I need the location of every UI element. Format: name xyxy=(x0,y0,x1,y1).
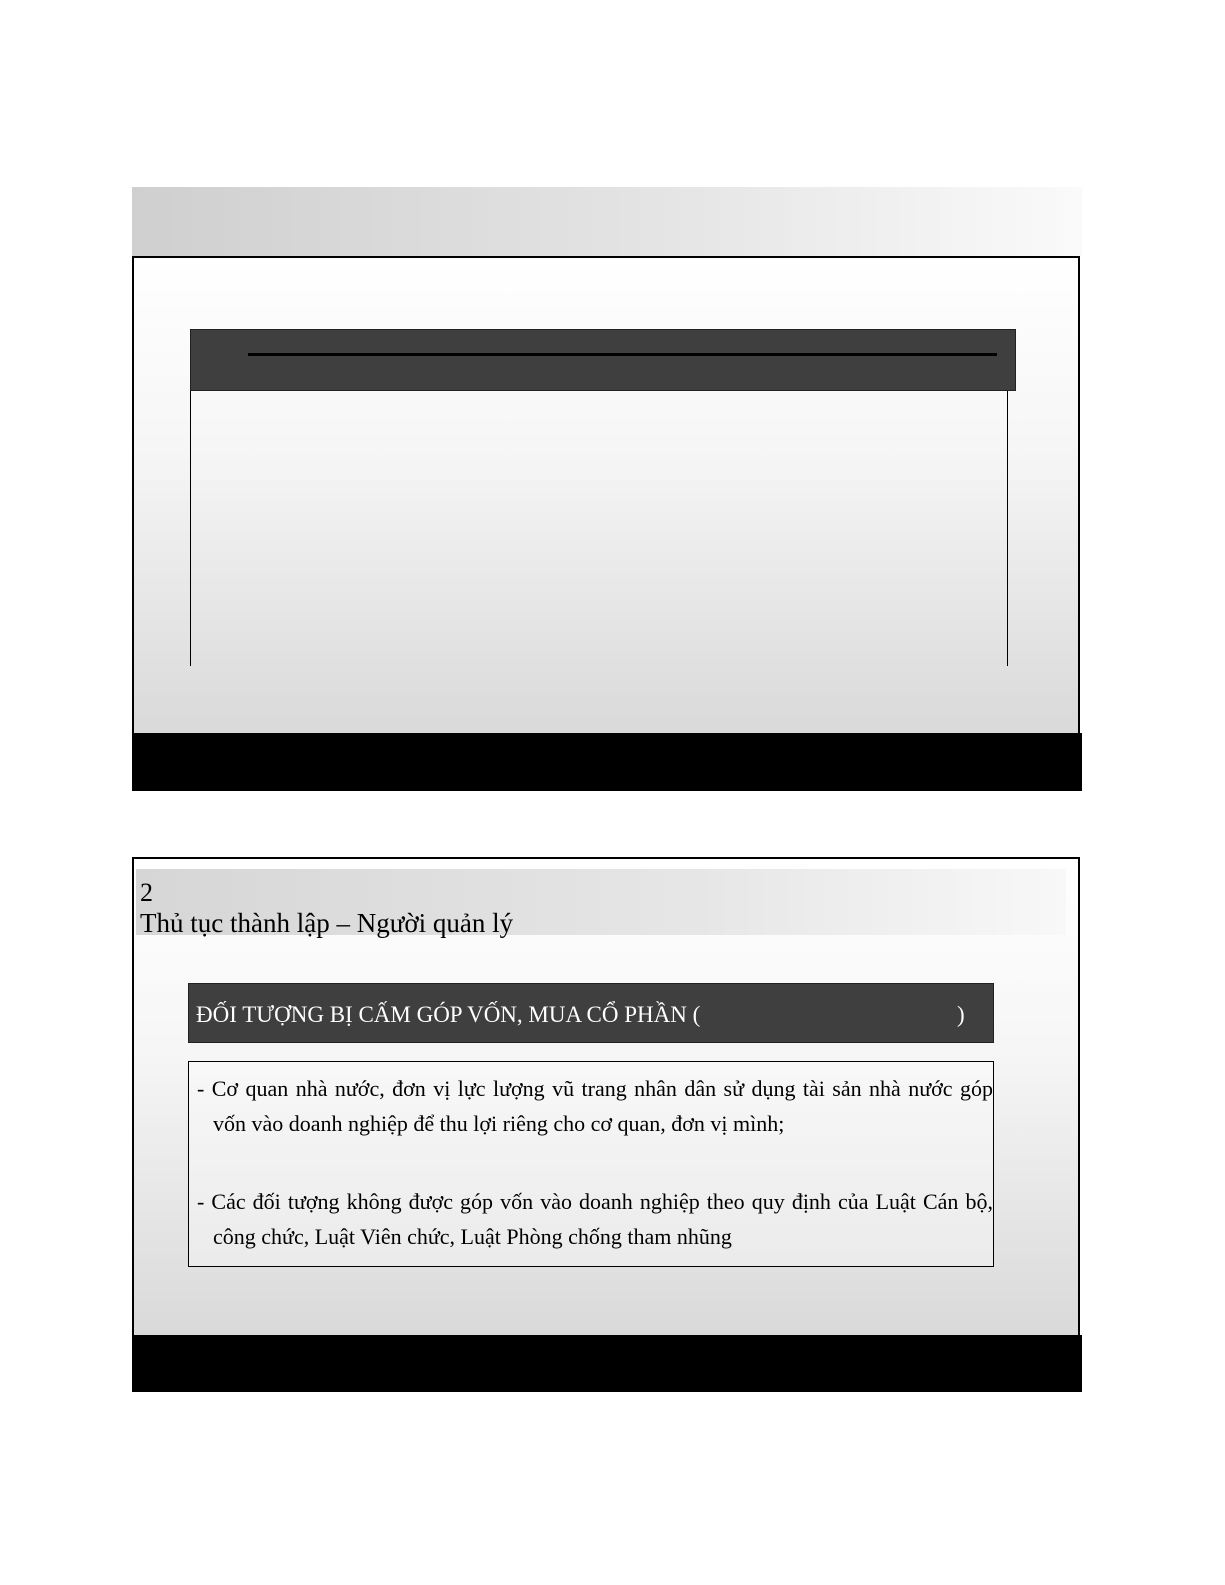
slide1-title-band xyxy=(132,187,1082,257)
bullet-item: - Các đối tượng không được góp vốn vào doanh nghiệp theo quy định của Luật Cán bộ, công chức, Luật Viên chức, Luật Phòng chống tham nhũng xyxy=(197,1189,993,1249)
slide1-footer-bar xyxy=(132,733,1082,791)
slide1-header-box xyxy=(190,329,1016,391)
slide1-header-rule xyxy=(248,353,997,356)
slide-number: 2 xyxy=(140,878,153,907)
bullet-item: - Cơ quan nhà nước, đơn vị lực lượng vũ trang nhân dân sử dụng tài sản nhà nước góp vốn vào doanh nghiệp để thu lợi riêng cho cơ quan, đơn vị mình; xyxy=(197,1076,993,1136)
slide-title: Thủ tục thành lập – Người quản lý xyxy=(140,908,514,938)
slide-1 xyxy=(132,256,1080,734)
slide1-right-border xyxy=(1007,391,1008,666)
slide2-footer-bar xyxy=(132,1335,1082,1392)
section-header-close: ) xyxy=(957,1002,965,1027)
section-header-text: ĐỐI TƯỢNG BỊ CẤM GÓP VỐN, MUA CỔ PHẦN ( xyxy=(196,1002,701,1027)
slide1-left-border xyxy=(190,391,191,666)
slide-2 xyxy=(132,857,1080,1336)
section-header-box xyxy=(188,983,994,1043)
content-box xyxy=(188,1061,994,1267)
